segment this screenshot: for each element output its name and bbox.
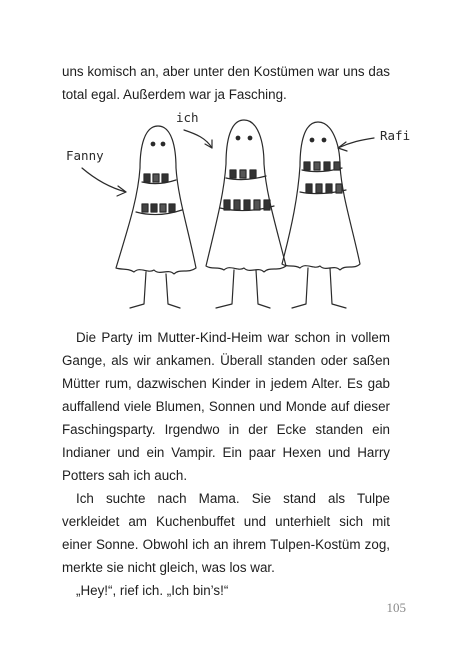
paragraph-dialogue: „Hey!“, rief ich. „Ich bin’s!“ — [76, 583, 229, 598]
top-paragraph: uns komisch an, aber unter den Kostümen war uns das total egal. Außerdem war ja Fasching. — [62, 64, 390, 102]
label-fanny: Fanny — [66, 148, 104, 163]
paragraph-party: Die Party im Mutter-Kind-Heim war schon in vollem Gange, als wir ankamen. Überall standen oder saßen Mütter rum, dazwischen Kinder in jedem Alter. Es gab auffallend viele Blumen, Sonnen und Monde auf dieser Faschingsparty. Irgendwo in der Ecke standen ein Indianer und ein Vampir. Ein paar Hexen und Harry Potters sah ich auch. — [62, 330, 390, 483]
main-text-block — [62, 326, 390, 602]
label-rafi: Rafi — [380, 128, 411, 143]
paragraph-mama: Ich suchte nach Mama. Sie stand als Tulpe verkleidet am Kuchenbuffet und unterhielt sich mit einer Sonne. Obwohl ich an ihrem Tulpen-Kostüm zog, merkte sie nicht gleich, was los war. — [62, 491, 390, 575]
ghost-fanny — [116, 126, 196, 274]
label-ich: ich — [176, 110, 199, 125]
ghost-drawing — [56, 108, 406, 318]
ghost-ich — [206, 120, 286, 272]
ghost-illustration — [56, 108, 411, 318]
page-number: 105 — [386, 600, 406, 615]
top-paragraph-block — [62, 60, 390, 106]
rafi-arrow — [338, 138, 374, 148]
fanny-arrow — [82, 168, 126, 192]
